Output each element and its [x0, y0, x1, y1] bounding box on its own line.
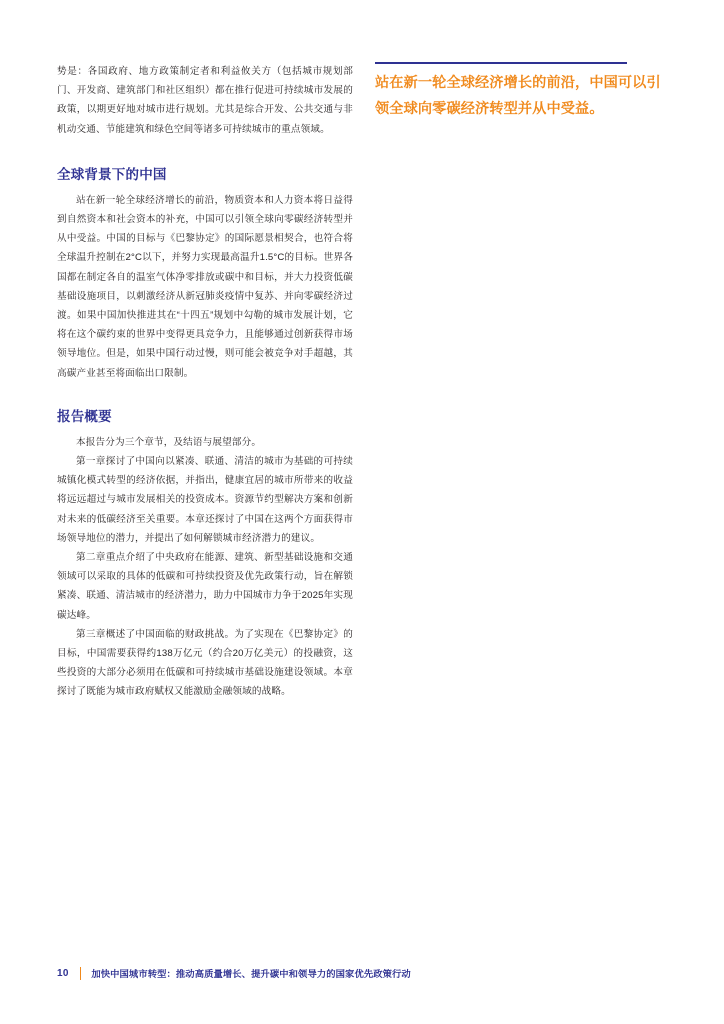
- pull-quote-rule: [375, 62, 627, 64]
- pull-quote: [375, 62, 667, 122]
- continuation-paragraph: 势是：各国政府、地方政策制定者和利益攸关方（包括城市规划部门、开发商、建筑部门和社区组织）都在推行促进可持续城市发展的政策，以期更好地对城市进行规划。尤其是综合开发、公共交通与非机动交通、节能建筑和绿色空间等诸多可持续城市的重点领域。: [57, 66, 353, 135]
- section-heading-china-global-context: 全球背景下的中国: [57, 166, 167, 182]
- left-text-column: [57, 62, 353, 702]
- section-heading-report-overview: 报告概要: [57, 408, 112, 424]
- page-number: 10: [57, 967, 69, 979]
- footer-divider: [80, 967, 82, 980]
- footer-running-title: 加快中国城市转型：推动高质量增长、提升碳中和领导力的国家优先政策行动: [91, 969, 411, 979]
- paragraph-report-overview-1: 本报告分为三个章节，及结语与展望部分。: [76, 436, 262, 448]
- paragraph-report-overview-4: 第三章概述了中国面临的财政挑战。为了实现在《巴黎协定》的目标，中国需要获得约138万亿元（约合20万亿美元）的投融资，这些投资的大部分必须用在低碳和可持续城市基础设施建设领域。本章探讨了既能为城市政府赋权又能激励金融领域的战略。: [57, 628, 353, 698]
- right-column: [375, 62, 667, 122]
- paragraph-report-overview-2: 第一章探讨了中国向以紧凑、联通、清洁的城市为基础的可持续城镇化模式转型的经济依据，并指出，健康宜居的城市所带来的收益将远远超过与城市发展相关的投资成本。资源节约型解决方案和创新对未来的低碳经济至关重要。本章还探讨了中国在这两个方面获得市场领导地位的潜力，并提出了如何解锁城市经济潜力的建议。: [57, 456, 353, 544]
- pull-quote-text: 站在新一轮全球经济增长的前沿，中国可以引领全球向零碳经济转型并从中受益。: [375, 75, 661, 117]
- paragraph-report-overview-3: 第二章重点介绍了中央政府在能源、建筑、新型基础设施和交通领域可以采取的具体的低碳和可持续投资及优先政策行动，旨在解锁紧凑、联通、清洁城市的经济潜力，助力中国城市力争于2025年实现碳达峰。: [57, 552, 353, 621]
- paragraph-china-global-context-1: 站在新一轮全球经济增长的前沿，物质资本和人力资本将日益得到自然资本和社会资本的补充，中国可以引领全球向零碳经济转型并从中受益。中国的目标与《巴黎协定》的国际愿景相契合，也符合将全球温升控制在2°C以下，并努力实现最高温升1.5°C的目标。世界各国都在制定各自的温室气体净零排放或碳中和目标，并大力投资低碳基础设施项目，以刺激经济从新冠肺炎疫情中复苏、并向零碳经济过渡。如果中国加快推进其在“十四五”规划中勾勒的城市发展计划，它将在这个碳约束的世界中变得更具竞争力，且能够通过创新获得市场领导地位。但是，如果中国行动过慢，则可能会被竞争对手超越，其高碳产业甚至将面临出口限制。: [57, 194, 353, 379]
- page-footer: [57, 966, 667, 980]
